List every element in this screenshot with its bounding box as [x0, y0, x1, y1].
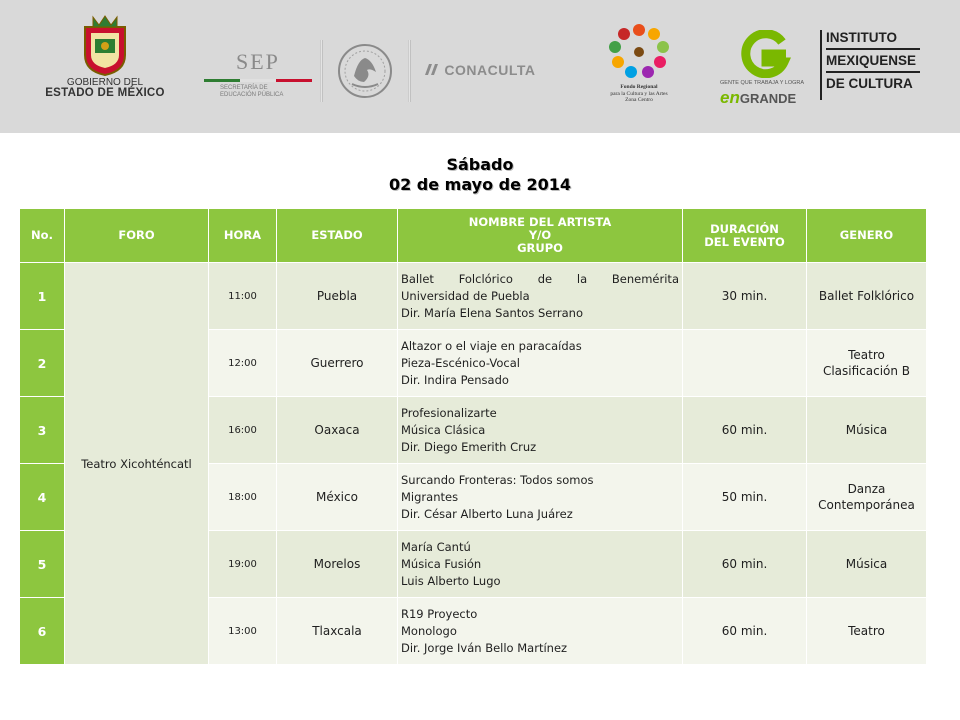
page-title	[0, 155, 960, 195]
divider-left	[320, 40, 323, 102]
header-duracion-line2: DEL EVENTO	[704, 234, 785, 249]
genero-line: Contemporánea	[818, 498, 915, 512]
mexico-eagle-icon	[334, 42, 396, 100]
row-hora: 11:00	[209, 263, 277, 330]
edomex-line2: ESTADO DE MÉXICO	[45, 87, 165, 99]
engrande-en: en	[720, 88, 740, 107]
row-duracion	[683, 330, 807, 397]
table-header-row	[20, 209, 927, 263]
row-estado: Tlaxcala	[277, 598, 398, 665]
edomex-seal-icon	[79, 15, 131, 77]
imc-line2: MEXIQUENSE	[826, 53, 917, 68]
conaculta-mark-icon	[424, 63, 440, 76]
header-artista-line3: GRUPO	[517, 241, 563, 255]
row-hora: 13:00	[209, 598, 277, 665]
row-hora: 19:00	[209, 531, 277, 598]
row-estado: Morelos	[277, 531, 398, 598]
title-day: Sábado	[446, 155, 514, 174]
title-date: 02 de mayo de 2014	[388, 175, 572, 194]
row-artist	[398, 397, 683, 464]
fondo-regional-logo	[598, 22, 680, 110]
genero-line: Música	[845, 557, 888, 571]
row-genero	[807, 531, 927, 598]
header-duracion-line1: DURACIÓN	[710, 221, 779, 236]
artist-line: Música Fusión	[401, 556, 482, 571]
header-genero: GENERO	[807, 209, 927, 263]
header-hora: HORA	[209, 209, 277, 263]
engrande-grande: GRANDE	[739, 91, 797, 106]
row-estado: Puebla	[277, 263, 398, 330]
engrande-g-icon	[736, 30, 796, 78]
artist-line: Luis Alberto Lugo	[401, 573, 501, 588]
sep-name: SEP	[236, 49, 280, 74]
artist-line: Migrantes	[401, 489, 459, 504]
conaculta-logo	[424, 62, 535, 84]
genero-line: Teatro	[848, 624, 885, 638]
imc-rule	[826, 48, 920, 50]
edomex-line1: GOBIERNO DEL	[66, 77, 144, 88]
fondo-line2: para la Cultura y las Artes	[610, 90, 668, 97]
header-estado: ESTADO	[277, 209, 398, 263]
row-estado: Guerrero	[277, 330, 398, 397]
artist-line: Profesionalizarte	[401, 405, 497, 420]
artist-line: Surcando Fronteras: Todos somos	[401, 472, 594, 487]
artist-line: Universidad de Puebla	[401, 288, 530, 303]
artist-line: Ballet Folclórico de la Benemérita	[401, 271, 679, 286]
artist-line: Monologo	[401, 623, 457, 638]
sep-logo	[200, 45, 318, 103]
row-genero	[807, 598, 927, 665]
artist-line: Dir. Indira Pensado	[401, 372, 509, 387]
conaculta-name: CONACULTA	[444, 62, 536, 78]
divider-right	[408, 40, 411, 102]
imc-line1: INSTITUTO	[826, 30, 898, 45]
row-hora: 16:00	[209, 397, 277, 464]
engrande-logo	[718, 30, 810, 110]
artist-line: Dir. Diego Emerith Cruz	[401, 439, 537, 454]
header-no: No.	[20, 209, 65, 263]
row-genero	[807, 330, 927, 397]
logo-bar	[0, 0, 960, 133]
row-estado: México	[277, 464, 398, 531]
imc-logo	[820, 30, 922, 100]
row-artist	[398, 330, 683, 397]
header-artista-line2: Y/O	[528, 228, 552, 242]
artist-line: Dir. Jorge Iván Bello Martínez	[401, 640, 568, 655]
row-artist	[398, 464, 683, 531]
genero-line: Teatro	[848, 348, 885, 362]
row-number: 3	[20, 397, 65, 464]
artist-line: María Cantú	[401, 539, 471, 554]
row-estado: Oaxaca	[277, 397, 398, 464]
row-duracion: 60 min.	[683, 531, 807, 598]
imc-line3: DE CULTURA	[826, 76, 913, 91]
genero-line: Clasificación B	[822, 364, 911, 378]
row-number: 4	[20, 464, 65, 531]
artist-line: Dir. César Alberto Luna Juárez	[401, 506, 573, 521]
row-artist	[398, 263, 683, 330]
fondo-regional-faces-icon	[598, 22, 680, 84]
sep-stripes-icon	[204, 79, 312, 82]
row-number: 1	[20, 263, 65, 330]
fondo-line3: Zona Centro	[625, 97, 653, 103]
artist-line: Música Clásica	[401, 422, 486, 437]
row-number: 6	[20, 598, 65, 665]
row-hora: 12:00	[209, 330, 277, 397]
genero-line: Ballet Folklórico	[818, 289, 915, 303]
genero-line: Música	[845, 423, 888, 437]
row-artist	[398, 598, 683, 665]
row-duracion: 50 min.	[683, 464, 807, 531]
sep-sub2: EDUCACIÓN PÚBLICA	[220, 92, 284, 98]
row-genero	[807, 263, 927, 330]
row-genero	[807, 464, 927, 531]
row-hora: 18:00	[209, 464, 277, 531]
genero-line: Danza	[847, 482, 886, 496]
header-artista-line1: NOMBRE DEL ARTISTA	[468, 215, 612, 229]
row-genero	[807, 397, 927, 464]
row-duracion: 60 min.	[683, 598, 807, 665]
artist-line: Pieza-Escénico-Vocal	[401, 355, 520, 370]
row-artist	[398, 531, 683, 598]
engrande-tagline: GENTE QUE TRABAJA Y LOGRA	[720, 80, 805, 86]
foro-cell: Teatro Xicohténcatl	[65, 263, 209, 665]
header-foro: FORO	[65, 209, 209, 263]
row-duracion: 30 min.	[683, 263, 807, 330]
fondo-line1: Fondo Regional	[620, 84, 658, 90]
row-duracion: 60 min.	[683, 397, 807, 464]
header-duracion	[683, 209, 807, 263]
artist-line: Altazor o el viaje en paracaídas	[401, 338, 582, 353]
row-number: 2	[20, 330, 65, 397]
row-number: 5	[20, 531, 65, 598]
header-artista	[398, 209, 683, 263]
sep-sub1: SECRETARÍA DE	[220, 85, 268, 91]
edomex-logo	[45, 15, 165, 115]
imc-rule-2	[826, 71, 920, 73]
artist-line: Dir. María Elena Santos Serrano	[401, 305, 583, 320]
mexico-seal-logo	[334, 42, 396, 100]
table-row	[20, 263, 927, 330]
schedule-table	[19, 208, 927, 665]
artist-line: R19 Proyecto	[401, 606, 478, 621]
